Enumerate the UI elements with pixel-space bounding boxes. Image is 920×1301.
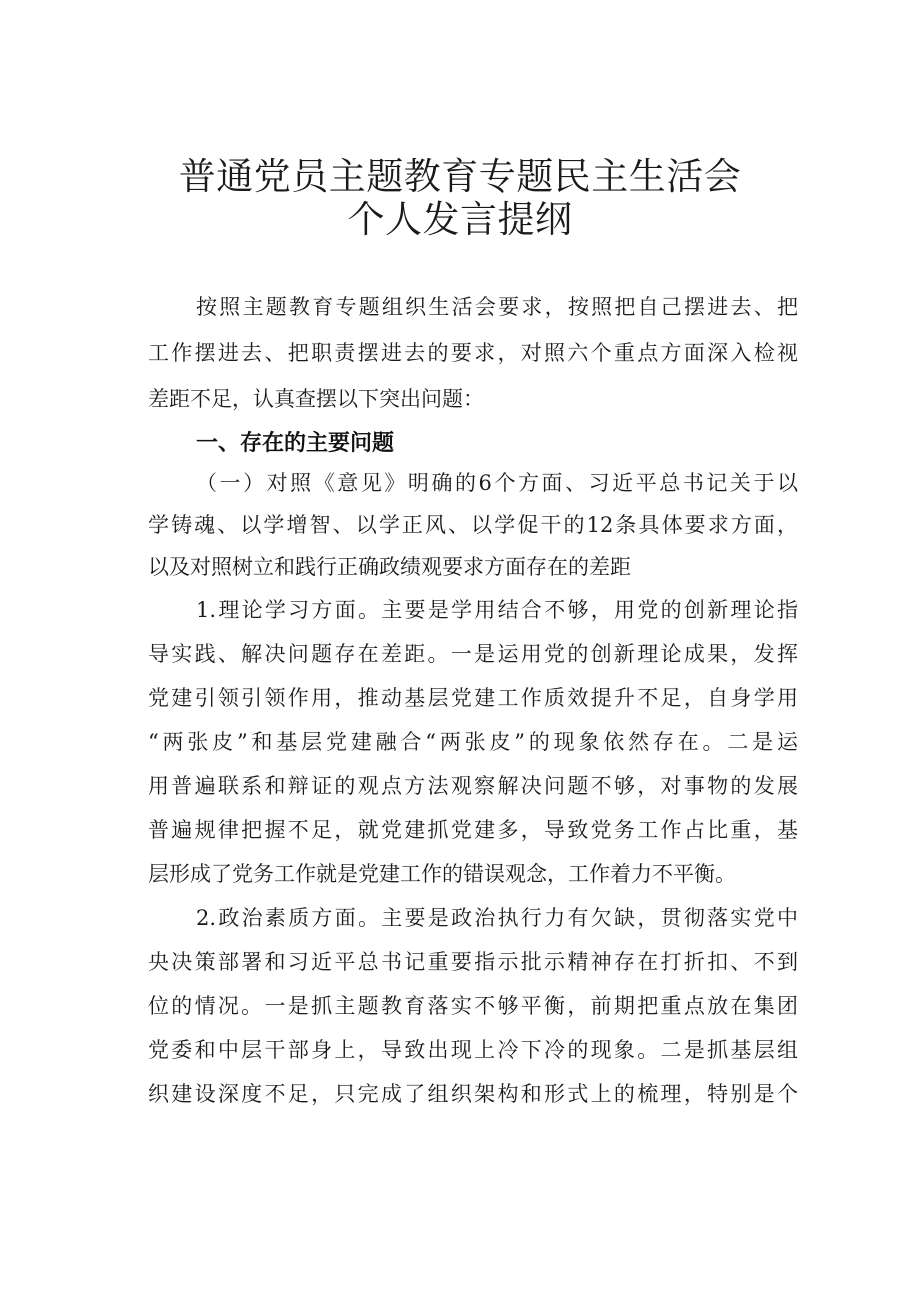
- body-line-3: 差距不足，认真查摆以下突出问题：: [148, 387, 484, 411]
- subsection-line-1: （一）对照《意见》明确的6个方面、习近平总书记关于以: [196, 471, 798, 495]
- item-1-line-3: 党建引领引领作用，推动基层党建工作质效提升不足，自身学用: [148, 686, 798, 710]
- subsection-line-3: 以及对照树立和践行正确政绩观要求方面存在的差距: [148, 555, 631, 579]
- body-line-2: 工作摆进去、把职责摆进去的要求，对照六个重点方面深入检视: [148, 341, 798, 365]
- body-line-1: 按照主题教育专题组织生活会要求，按照把自己摆进去、把: [196, 295, 798, 319]
- item-2-line-5: 织建设深度不足，只完成了组织架构和形式上的梳理，特别是个: [148, 1082, 798, 1106]
- item-1-line-2: 导实践、解决问题存在差距。一是运用党的创新理论成果，发挥: [148, 642, 798, 666]
- item-1-line-6: 普遍规律把握不足，就党建抓党建多，导致党务工作占比重，基: [148, 818, 798, 842]
- item-2-line-3: 位的情况。一是抓主题教育落实不够平衡，前期把重点放在集团: [148, 994, 798, 1018]
- item-1-line-5: 用普遍联系和辩证的观点方法观察解决问题不够，对事物的发展: [148, 774, 798, 798]
- subsection-line-2: 学铸魂、以学增智、以学正风、以学促干的12条具体要求方面，: [148, 513, 798, 537]
- item-2-line-4: 党委和中层干部身上，导致出现上冷下冷的现象。二是抓基层组: [148, 1038, 798, 1062]
- item-1-line-1: 1.理论学习方面。主要是学用结合不够，用党的创新理论指: [196, 598, 798, 622]
- document-title-line-2: 个人发言提纲: [347, 198, 573, 241]
- item-1-line-4: “两张皮”和基层党建融合“两张皮”的现象依然存在。二是运: [148, 730, 798, 754]
- item-1-line-7: 层形成了党务工作就是党建工作的错误观念，工作着力不平衡。: [148, 862, 736, 886]
- item-2-line-1: 2.政治素质方面。主要是政治执行力有欠缺，贯彻落实党中: [196, 906, 798, 930]
- section-heading-1: 一、存在的主要问题: [196, 431, 395, 456]
- document-title-line-1: 普通党员主题教育专题民主生活会: [178, 155, 742, 198]
- item-2-line-2: 央决策部署和习近平总书记重要指示批示精神存在打折扣、不到: [148, 950, 798, 974]
